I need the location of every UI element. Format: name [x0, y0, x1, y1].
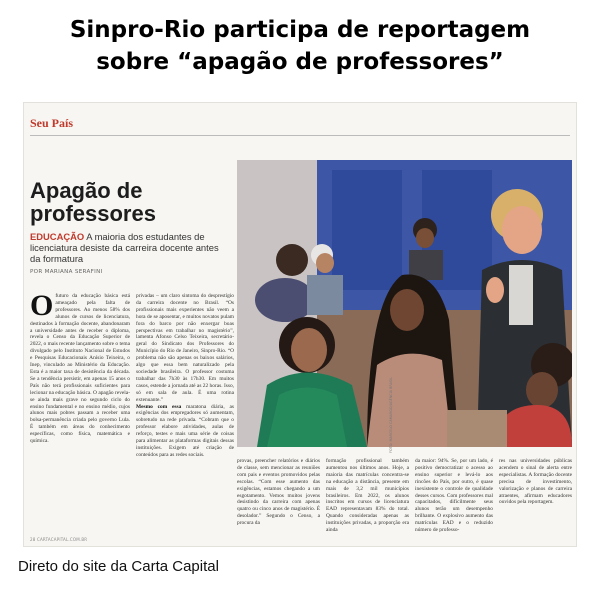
- section-divider: [30, 135, 570, 136]
- article-column-1: [30, 293, 130, 531]
- lower-column-2: formação profissional também aumentou nos últimos anos. Hoje, a maioria das matrículas concentra-se na educação a distância, presente em mais de 3,2 mil municípios brasileiros. Em 2022, os alunos inscritos em cursos de licenciatura EAD representavam 83% do total. Quando consideradas apenas as instituições privadas, a proporção era ainda: [326, 458, 409, 533]
- page-footer: 28 CARTACAPITAL.COM.BR: [30, 537, 88, 542]
- byline: POR MARIANA SERAFINI: [30, 269, 103, 275]
- article-title: Apagão de professores: [30, 178, 156, 226]
- photo-credit: FOTO: MARCELO CAMARGO/AGÊNCIA BRASIL: [389, 377, 393, 453]
- headline-line-1: Sinpro-Rio participa de reportagem: [69, 17, 531, 43]
- source-caption: Direto do site da Carta Capital: [18, 558, 219, 575]
- article-deck: [30, 231, 230, 264]
- deck-text: A maioria dos estudantes de licenciatura desiste da carreira docente antes da formatura: [30, 231, 219, 264]
- column-2b-text: maratona diária, as exigências dos empregadores só aumentam, sobretudo na rede privada. “Cobram que o professor elabore atividades, aulas de reforço, testes e mais uma série de coisas para alimentar as plataformas digitais dessas instituições. Exigem até criação de conteúdos para as redes sociais.: [136, 403, 234, 458]
- column-1-text: futuro da educação básica está ameaçado pela falta de professores. Ao menos 58% dos alunos de cursos de licenciatura, destinados à formação docente, abandonaram a universidade antes de receber o diploma, revela o Censo da Educação Superior de 2022, o mais recente lançamento sobre o tema divulgado pelo Instituto Nacional de Estudos e Pesquisas Educacionais Anísio Teixeira, o Inep, vinculado ao Ministério da Educação. Esta é a maior taxa de desistência da década. Se a tendência persistir, em apenas 15 anos o País não terá profissionais suficientes para lecionar na educação básica. O apagão revela-se ainda mais grave no segundo ciclo do ensino fundamental e no ensino médio, cujos alunos mais pobres passam a receber uma bolsa-permanência criada pelo governo Lula. É também em áreas do conhecimento específicas, como física, matemática e química.: [30, 293, 130, 445]
- magazine-clipping: [24, 103, 576, 546]
- section-label: Seu País: [30, 116, 74, 130]
- deck-tag: EDUCAÇÃO: [30, 231, 85, 242]
- column-2-text: privadas – um claro sintoma do desprestígio da carreira docente no Brasil. “Os profissionais mais experientes não veem a hora de se aposentar, e muitos novatos pulam fora do barco por não enxergar boas perspectivas em trabalhar no magistério”, lamenta Afonso Celso Teixeira, secretário-geral do Sindicato dos Professores do Município do Rio de Janeiro, Sinpro-Rio. “O problema não são apenas os baixos salários, algo que essa bem naturalizado pela sociedade brasileira. O professor costuma trabalhar das 7h30 às 17h30. Em muitos casos, estende a jornada até as 22 horas. Isso, só em sala de aula. É uma rotina extenuante.”: [136, 293, 234, 403]
- lower-column-4: res nas universidades públicas acendem o sinal de alerta entre especialistas. A formação docente precisa de investimento, valorização e planos de carreira atraentes, afirmam educadores ouvidos pela reportagem.: [499, 458, 572, 506]
- classroom-photo: [237, 160, 572, 447]
- lower-column-1: provas, preencher relatórios e diários de classe, sem mencionar as reuniões com pais e eventos promovidos pelas escolas. “Com esse aumento das exigências, estamos chegando a um esgotamento. Vemos muitos jovens desistindo da carreira com apenas quatro ou cinco anos de magistério. É desolador.” Segundo o Censo, a procura da: [237, 458, 320, 527]
- lower-column-3: da maior: 94%. Se, por um lado, é positivo democratizar o acesso ao ensino superior e levá-lo aos rincões do País, por outro, é quase inexistente o controle de qualidade desses cursos. Com professores mal capacitados, dificilmente seus alunos terão um desempenho brilhante. O explosivo aumento das matrículas EAD e o reduzido número de professo-: [415, 458, 493, 533]
- column-2-subhead: Mesmo com essa: [136, 403, 182, 410]
- classroom-photo-illustration: [237, 160, 572, 447]
- article-column-2: [136, 293, 234, 531]
- page-headline: [0, 14, 600, 78]
- drop-cap: O: [30, 293, 54, 322]
- headline-line-2: sobre “apagão de professores”: [96, 49, 504, 75]
